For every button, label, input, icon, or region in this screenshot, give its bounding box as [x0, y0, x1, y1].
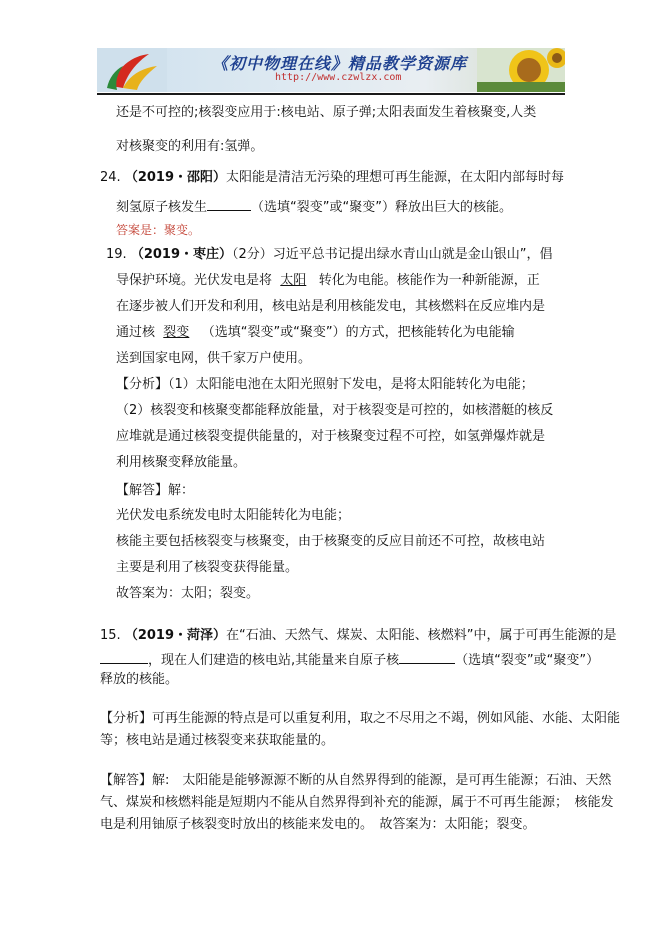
q15-line-2	[100, 650, 599, 669]
q15-analysis-1: 【分析】可再生能源的特点是可以重复利用，取之不尽用之不竭，例如风能、水能、太阳能	[100, 711, 621, 726]
sunflower-icon	[477, 48, 565, 92]
banner-url: http://www.czwlzx.com	[275, 72, 402, 83]
prev-line-2: 对核聚变的利用有:氢弹。	[116, 139, 264, 154]
q19-line-3: 在逐步被人们开发和利用，核电站是利用核能发电，其核燃料在反应堆内是	[116, 299, 546, 314]
q19-text-4-post: （选填“裂变”或“聚变”）的方式，把核能转化为电能输	[201, 325, 515, 340]
banner-title: 《初中物理在线》精品教学资源库	[212, 54, 468, 73]
q24-text-1: 太阳能是清洁无污染的理想可再生能源，在太阳内部每时每	[226, 170, 565, 185]
q19-line-1	[106, 247, 553, 263]
q15-blank-2	[399, 650, 455, 664]
q15-line-3: 释放的核能。	[100, 672, 179, 687]
header-banner	[97, 48, 565, 92]
q19-solution-4: 故答案为：太阳；裂变。	[116, 586, 260, 601]
q15-line-1	[100, 628, 617, 644]
q15-solution-2: 气、煤炭和核燃料能是短期内不能从自然界得到补充的能源，属于不可再生能源； 核能发	[100, 795, 614, 810]
q19-analysis-4: 利用核聚变释放能量。	[116, 455, 247, 470]
q19-solution-head: 【解答】解：	[116, 483, 195, 498]
q24-text-2-pre: 刻氢原子核发生	[116, 200, 208, 215]
q24-line-2	[116, 197, 512, 216]
q24-text-2-post: （选填“裂变”或“聚变”）释放出巨大的核能。	[251, 200, 512, 215]
q19-line-5: 送到国家电网，供千家万户使用。	[116, 351, 312, 366]
q19-line-4	[116, 325, 515, 341]
q24-blank	[207, 197, 251, 211]
q19-analysis-1: 【分析】（1）太阳能电池在太阳光照射下发电，是将太阳能转化为电能；	[116, 377, 534, 392]
q19-fill-2: 裂变	[163, 325, 190, 340]
q15-text-2-post: （选填“裂变”或“聚变”）	[455, 653, 600, 668]
q15-analysis-2: 等；核电站是通过核裂变来获取能量的。	[100, 733, 335, 748]
q24-source: （2019・邵阳）	[124, 170, 227, 185]
q24-number: 24.	[100, 170, 121, 185]
q15-solution-3: 电是利用铀原子核裂变时放出的核能来发电的。 故答案为：太阳能；裂变。	[100, 817, 536, 832]
q19-text-2-post: 转化为电能。核能作为一种新能源，正	[318, 273, 540, 288]
q19-solution-1: 光伏发电系统发电时太阳能转化为电能；	[116, 508, 351, 523]
q15-text-2-mid: ，现在人们建造的核电站,其能量来自原子核	[148, 653, 400, 668]
q24-line-1	[100, 170, 564, 186]
q19-text-4-pre: 通过核	[116, 325, 156, 340]
q19-text-1: 习近平总书记提出绿水青山山就是金山银山”，倡	[272, 247, 553, 262]
q15-number: 15.	[100, 628, 121, 643]
q19-line-2	[116, 273, 540, 289]
q19-number: 19.	[106, 247, 127, 262]
q15-source: （2019・菏泽）	[124, 628, 227, 643]
q19-analysis-2: （2）核裂变和核聚变都能释放能量，对于核裂变是可控的，如核潜艇的核反	[116, 403, 554, 418]
q19-fill-1: 太阳	[280, 273, 307, 288]
logo-icon	[97, 48, 167, 92]
q15-solution-1: 【解答】解: 太阳能是能够源源不断的从自然界得到的能源，是可再生能源；石油、天然	[100, 773, 612, 788]
q15-blank-1	[100, 650, 148, 664]
q19-solution-3: 主要是利用了核裂变获得能量。	[116, 560, 299, 575]
q24-answer: 答案是：聚变。	[116, 223, 201, 237]
q19-solution-2: 核能主要包括核裂变与核聚变，由于核聚变的反应目前还不可控，故核电站	[116, 534, 546, 549]
q19-analysis-3: 应堆就是通过核裂变提供能量的，对于核聚变过程不可控，如氢弹爆炸就是	[116, 429, 546, 444]
prev-line-1: 还是不可控的;核裂变应用于:核电站、原子弹;太阳表面发生着核聚变,人类	[116, 105, 537, 120]
header-rule	[97, 93, 565, 95]
q19-score: （2分）	[232, 247, 273, 262]
q19-text-2-pre: 导保护环境。光伏发电是将	[116, 273, 273, 288]
q19-source: （2019・枣庄）	[130, 247, 233, 262]
q15-text-1: 在“石油、天然气、煤炭、太阳能、核燃料”中，属于可再生能源的是	[226, 628, 617, 643]
